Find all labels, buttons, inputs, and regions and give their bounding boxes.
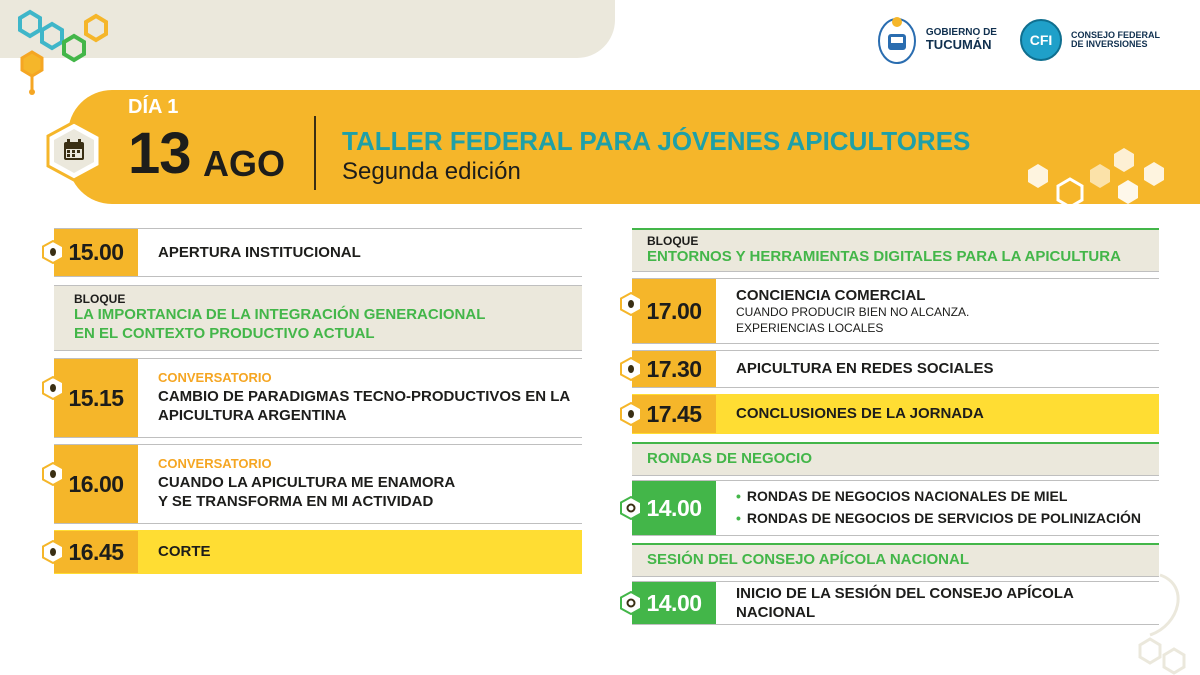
- time-badge: 16.45: [54, 531, 138, 573]
- bullet-item: [736, 486, 1149, 508]
- time-badge: 17.45: [632, 395, 716, 433]
- calendar-hex-badge: [44, 120, 104, 182]
- event-subtitle: Segunda edición: [342, 158, 521, 185]
- day-label: DÍA 1: [128, 96, 179, 118]
- time-badge: 17.30: [632, 351, 716, 387]
- session-subtitle-line2: EXPERIENCIAS LOCALES: [736, 320, 884, 335]
- time-hex-icon: [620, 496, 642, 520]
- session-title-line2: APICULTURA ARGENTINA: [158, 407, 347, 425]
- session-title-line2: Y SE TRANSFORMA EN MI ACTIVIDAD: [158, 493, 434, 511]
- section-rondas-negocio: [632, 442, 1159, 476]
- time-badge: 15.00: [54, 229, 138, 276]
- section-title: RONDAS DE NEGOCIO: [647, 449, 813, 467]
- session-title-line1: CAMBIO DE PARADIGMAS TECNO-PRODUCTIVOS EN LA: [158, 387, 571, 405]
- session-title: CONCLUSIONES DE LA JORNADA: [736, 405, 984, 423]
- time-hex-icon: [620, 591, 642, 615]
- time-hex-icon: [42, 240, 64, 264]
- time-hex-icon: [620, 357, 642, 381]
- session-kicker: CONVERSATORIO: [158, 456, 272, 472]
- session-title: APERTURA INSTITUCIONAL: [158, 243, 361, 261]
- time-badge: 16.00: [54, 445, 138, 523]
- time-hex-icon: [42, 462, 64, 486]
- time-badge: 14.00: [632, 481, 716, 535]
- block-label: BLOQUE: [74, 292, 126, 307]
- session-title: CONCIENCIA COMERCIAL: [736, 286, 926, 304]
- section-title: SESIÓN DEL CONSEJO APÍCOLA NACIONAL: [647, 550, 969, 568]
- logo-gobierno-tucuman: [876, 14, 997, 66]
- bullet-item: [736, 508, 1149, 530]
- session-title: CORTE: [158, 543, 211, 561]
- time-badge: 15.15: [54, 359, 138, 437]
- time-badge: 14.00: [632, 582, 716, 624]
- event-title: TALLER FEDERAL PARA JÓVENES APICULTORES: [342, 126, 971, 156]
- header-logos: [876, 14, 1160, 66]
- session-title-line1: CUANDO LA APICULTURA ME ENAMORA: [158, 473, 456, 491]
- time-badge: 17.00: [632, 279, 716, 343]
- agenda-row-1730: [632, 350, 1159, 388]
- agenda-row-1700: [632, 278, 1159, 344]
- block-title-line2: EN EL CONTEXTO PRODUCTIVO ACTUAL: [74, 325, 375, 342]
- coat-of-arms-icon: [876, 14, 918, 66]
- date-month: AGO: [203, 143, 286, 184]
- session-kicker: CONVERSATORIO: [158, 370, 272, 386]
- logo-cfi: [1019, 18, 1160, 62]
- agenda-row-1745: [632, 394, 1159, 434]
- section-consejo-apicola: [632, 543, 1159, 577]
- session-title: INICIO DE LA SESIÓN DEL CONSEJO APÍCOLA NACIONAL: [736, 584, 1074, 621]
- block-entornos-digitales: [632, 228, 1159, 272]
- agenda-row-1600: [54, 444, 582, 524]
- logo-line1: GOBIERNO DE: [925, 26, 997, 38]
- calendar-icon: [64, 139, 84, 160]
- time-hex-icon: [620, 292, 642, 316]
- session-subtitle-line1: CUANDO PRODUCIR BIEN NO ALCANZA.: [736, 305, 970, 320]
- session-title: APICULTURA EN REDES SOCIALES: [736, 360, 994, 378]
- block-title-line1: LA IMPORTANCIA DE LA INTEGRACIÓN GENERACIONAL: [74, 306, 486, 324]
- time-hex-icon: [42, 540, 64, 564]
- logo-line2: DE INVERSIONES: [1070, 39, 1148, 49]
- cfi-logo-icon: [1019, 18, 1063, 62]
- agenda-row-1400-rondas: [632, 480, 1159, 536]
- agenda-row-1515: [54, 358, 582, 438]
- time-hex-icon: [620, 402, 642, 426]
- logo-line1: CONSEJO FEDERAL: [1070, 29, 1160, 40]
- cfi-mark: CFI: [1029, 32, 1053, 48]
- honeycomb-decor: [0, 0, 140, 100]
- bee-line-decor: [1120, 565, 1200, 675]
- agenda-row-1500: [54, 228, 582, 277]
- block-label: BLOQUE: [647, 233, 699, 248]
- agenda-row-1645: [54, 530, 582, 574]
- date-day-number: 13: [128, 121, 191, 186]
- agenda-row-1400-sesion: [632, 581, 1159, 625]
- logo-line2: TUCUMÁN: [925, 37, 992, 53]
- bullet-text: RONDAS DE NEGOCIOS DE SERVICIOS DE POLINIZACIÓN: [746, 510, 1142, 526]
- bullet-text: RONDAS DE NEGOCIOS NACIONALES DE MIEL: [746, 488, 1068, 505]
- block-title: ENTORNOS Y HERRAMIENTAS DIGITALES PARA LA APICULTURA: [647, 247, 1121, 265]
- honeycomb-decor: [1018, 148, 1178, 218]
- time-hex-icon: [42, 376, 64, 400]
- bullet-dot: •: [736, 488, 741, 505]
- bullet-dot: •: [736, 510, 741, 526]
- block-integracion-generacional: [54, 285, 582, 351]
- banner-divider: [314, 116, 316, 190]
